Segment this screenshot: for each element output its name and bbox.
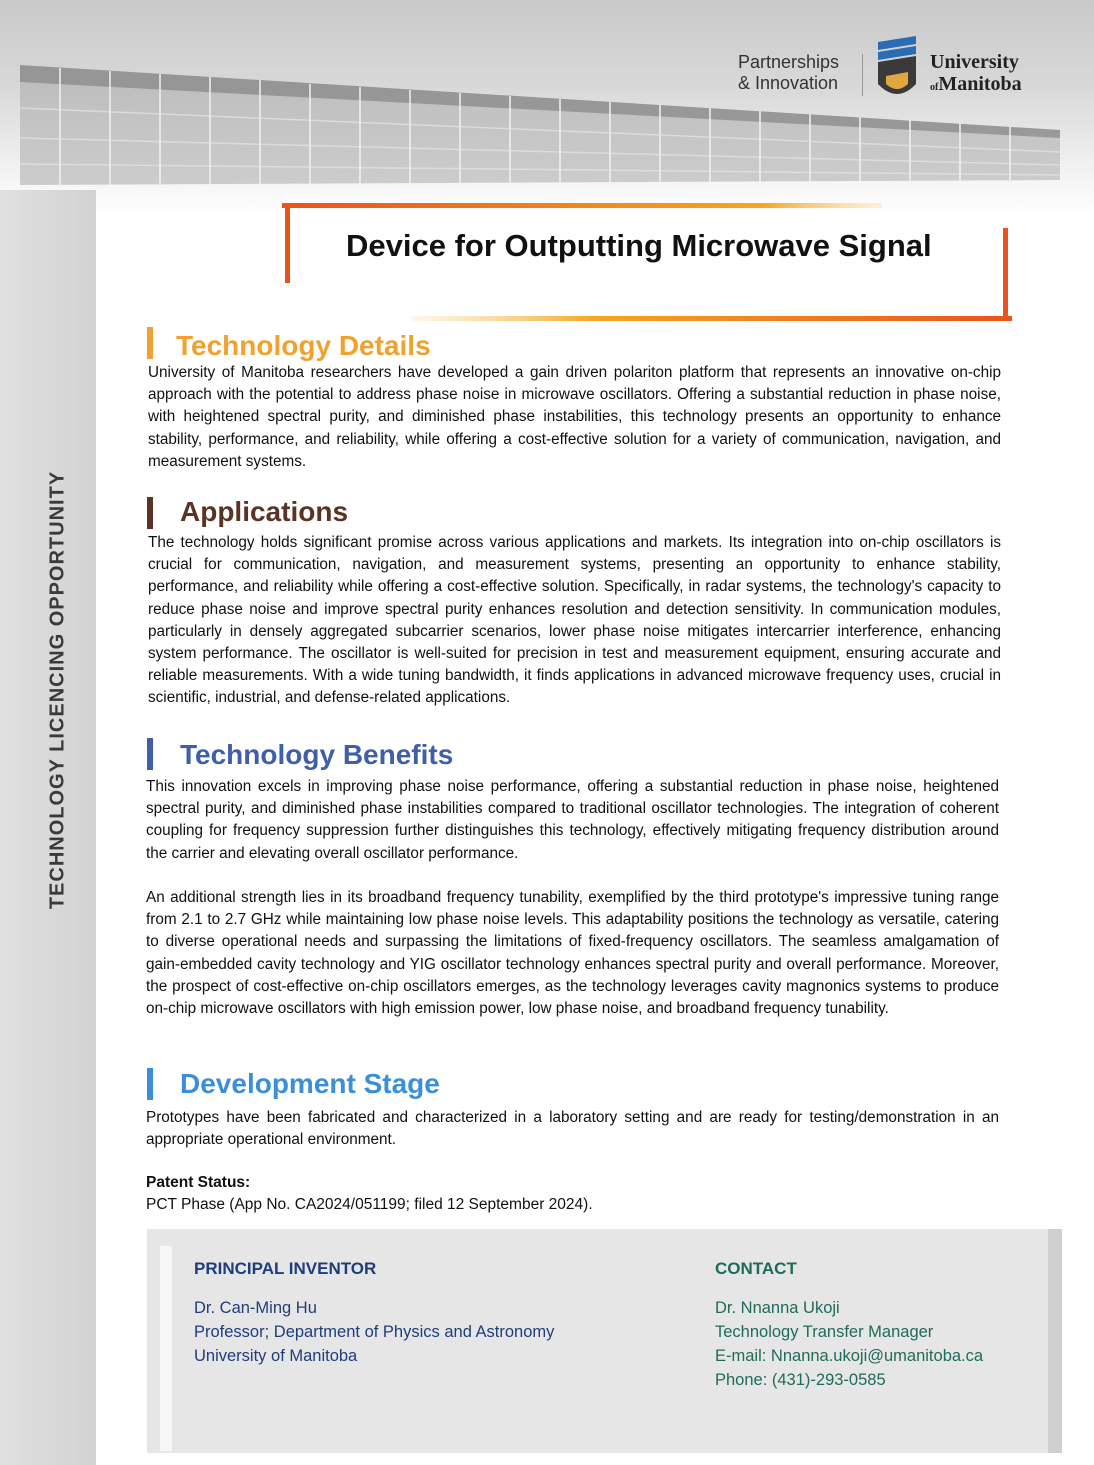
stage-text: Prototypes have been fabricated and characterized in a laboratory setting and are ready for testing/demonstration in an appropriate operational environment. bbox=[146, 1109, 999, 1149]
contact-panel-shadow bbox=[1048, 1229, 1062, 1453]
inventor-heading: PRINCIPAL INVENTOR bbox=[194, 1259, 377, 1278]
inventor-org: University of Manitoba bbox=[194, 1347, 358, 1365]
applications-text: The technology holds significant promise across various applications and markets. Its integration into on-chip oscillators is crucial for communication, navigation, and measurement systems, presenting an opportunity to enhance stability, performance, and reliability while offering a cost-effective solution. Specifically, in radar systems, the technology's capacity to reduce phase noise and improve spectral purity enhances resolution and detection sensitivity. In communication modules, particularly in densely aggregated subcarrier scenarios, lower phase noise mitigates intercarrier interference, enhancing system performance. The oscillator is well-suited for precision in test and measurement equipment, ensuring accurate and reliable measurements. With a wide tuning bandwidth, it finds applications in advanced microwave frequency uses, crucial in scientific, industrial, and defense-related applications. bbox=[148, 534, 1001, 707]
contact-role: Technology Transfer Manager bbox=[715, 1323, 934, 1341]
logo-partnerships-line2: & Innovation bbox=[738, 73, 839, 93]
contact-phone: Phone: (431)-293-0585 bbox=[715, 1371, 886, 1389]
logo-divider bbox=[862, 54, 863, 96]
inventor-name: Dr. Can-Ming Hu bbox=[194, 1299, 317, 1317]
logo-partnerships-line1: Partnerships bbox=[738, 52, 840, 72]
contact-email[interactable]: E-mail: Nnanna.ukoji@umanitoba.ca bbox=[715, 1347, 984, 1365]
benefits-heading-bar bbox=[147, 738, 153, 770]
contact-name: Dr. Nnanna Ukoji bbox=[715, 1299, 840, 1317]
details-heading-bar bbox=[147, 327, 153, 359]
applications-heading-bar bbox=[147, 497, 153, 529]
document-title: Device for Outputting Microwave Signal bbox=[346, 228, 932, 263]
logo-manitoba bbox=[930, 73, 1022, 96]
inventor-role: Professor; Department of Physics and Astronomy bbox=[194, 1323, 555, 1341]
logo bbox=[738, 36, 1058, 108]
patent-status-label: Patent Status: bbox=[146, 1174, 251, 1191]
details-text: University of Manitoba researchers have developed a gain driven polariton platform that represents an innovative on-chip approach with the potential to address phase noise in microwave oscillators. Offering a substantial reduction in phase noise, with heightened spectral purity, and diminished phase instabilities, this technology presents an opportunity to enhance stability, performance, and reliability, while offering a cost-effective solution for a variety of communication, navigation, and measurement systems. bbox=[148, 364, 1001, 470]
benefits-heading: Technology Benefits bbox=[180, 739, 454, 770]
benefits-text-1: This innovation excels in improving phase noise performance, offering a substantial reduction in phase noise, heightened spectral purity, and diminished phase instabilities compared to traditional oscillator technologies. The integration of coherent coupling for frequency suppression further distinguishes this technology, effectively mitigating frequency distribution around the carrier and elevating overall oscillator performance. bbox=[146, 778, 999, 862]
details-heading: Technology Details bbox=[176, 330, 431, 361]
stage-heading: Development Stage bbox=[180, 1068, 440, 1099]
logo-university: University bbox=[930, 51, 1019, 73]
logo-manitoba-text: Manitoba bbox=[938, 73, 1022, 95]
benefits-text-2: An additional strength lies in its broadband frequency tunability, exemplified by the third prototype's impressive tuning range from 2.1 to 2.7 GHz while maintaining low phase noise levels. This adaptability positions the technology as versatile, catering to diverse operational needs and surpassing the limitations of fixed-frequency oscillators. The seamless amalgamation of gain-embedded cavity technology and YIG oscillator technology enhances spectral purity and overall performance. Moreover, the prospect of cost-effective on-chip oscillators emerges, as the technology leverages cavity magnonics systems to produce on-chip microwave oscillators with high emission power, low phase noise, and broadband frequency tunability. bbox=[146, 889, 999, 1018]
side-label: TECHNOLOGY LICENCING OPPORTUNITY bbox=[46, 470, 69, 910]
contact-heading: CONTACT bbox=[715, 1259, 797, 1278]
crest-icon bbox=[876, 36, 918, 106]
logo-of: of bbox=[930, 82, 939, 93]
applications-heading: Applications bbox=[180, 496, 349, 527]
logo-partnerships bbox=[738, 52, 839, 94]
stage-heading-bar bbox=[147, 1068, 153, 1100]
contact-panel-stripe bbox=[160, 1246, 172, 1451]
patent-status-value: PCT Phase (App No. CA2024/051199; filed 12 September 2024). bbox=[146, 1196, 593, 1213]
